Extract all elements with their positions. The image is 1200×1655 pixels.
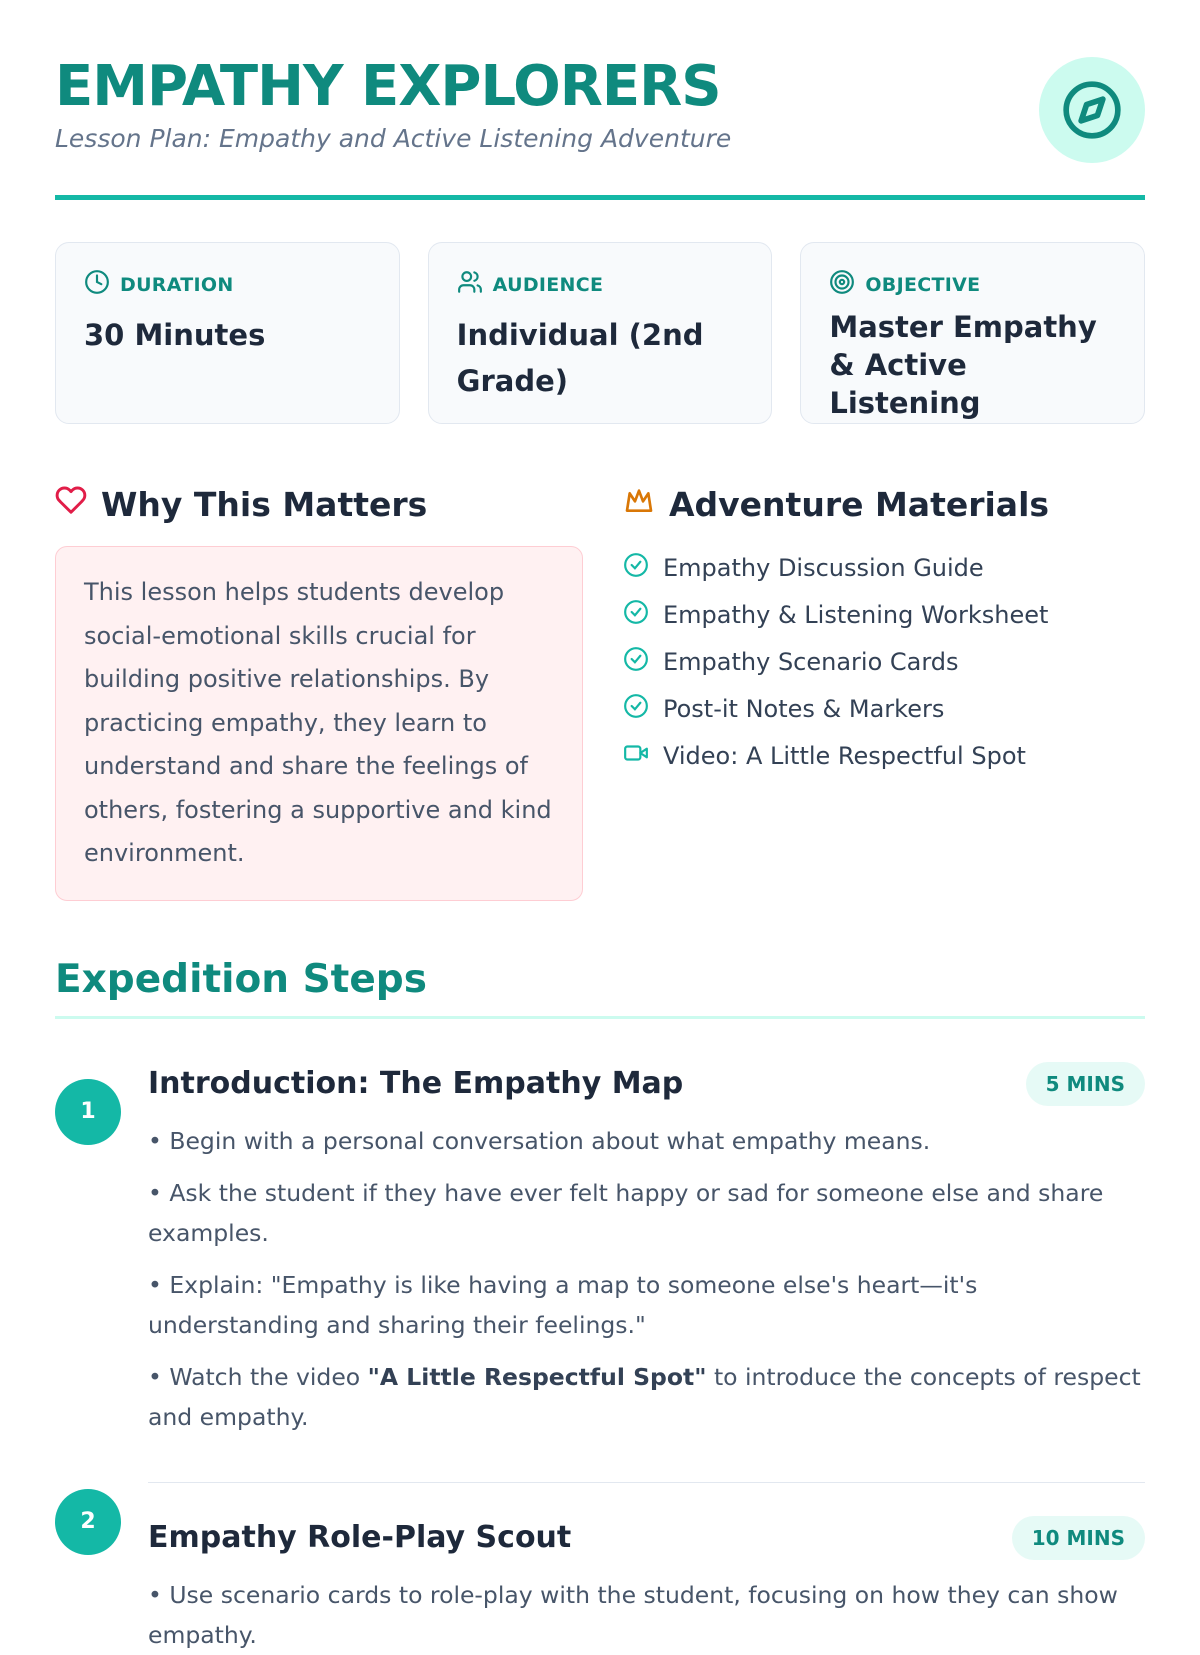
why-section [55, 484, 583, 901]
step-bullet: • Use scenario cards to role-play with the student, focusing on how they can show empathy. [148, 1580, 1118, 1649]
compass-icon [1039, 57, 1145, 163]
users-icon [457, 269, 483, 300]
audience-label: AUDIENCE [492, 273, 604, 296]
materials-heading [623, 484, 1145, 524]
materials-list [623, 544, 1145, 779]
material-label: Empathy & Listening Worksheet [663, 600, 1049, 629]
step-2 [55, 1482, 1145, 1655]
step-bullet: • Begin with a personal conversation about what empathy means. [148, 1126, 931, 1155]
step-body [148, 1482, 1145, 1655]
clock-icon [84, 269, 110, 300]
crown-icon [623, 484, 655, 524]
step-header [148, 1513, 1145, 1563]
check-circle-icon [623, 693, 649, 725]
list-item [623, 544, 1145, 591]
material-label: Empathy Discussion Guide [663, 553, 984, 582]
material-label: Post-it Notes & Markers [663, 694, 945, 723]
duration-badge: 5 MINS [1026, 1062, 1145, 1106]
material-label: Empathy Scenario Cards [663, 647, 959, 676]
video-title: "A Little Respectful Spot" [367, 1362, 707, 1391]
step-bullet-video [148, 1357, 1145, 1437]
expedition-heading: Expedition Steps [55, 957, 1145, 1019]
audience-card-header [457, 269, 744, 300]
step-1 [55, 1059, 1145, 1437]
check-circle-icon [623, 599, 649, 631]
step-number: 2 [55, 1489, 121, 1555]
heart-icon [55, 484, 87, 524]
target-icon [829, 269, 855, 300]
objective-value: Master Empathy & Active Listening [829, 310, 1097, 420]
step-body [148, 1059, 1145, 1437]
bullet-suffix: to introduce the concepts of respect and empathy. [148, 1362, 1141, 1431]
list-item [623, 638, 1145, 685]
check-circle-icon [623, 552, 649, 584]
why-heading-text: Why This Matters [101, 484, 428, 524]
duration-card-header [84, 269, 371, 300]
list-item [623, 685, 1145, 732]
check-circle-icon [623, 646, 649, 678]
objective-card-header [829, 269, 1116, 300]
list-item [623, 591, 1145, 638]
why-heading [55, 484, 583, 524]
video-icon [623, 740, 649, 772]
page-title: EMPATHY EXPLORERS [55, 54, 721, 119]
step-bullet: • Explain: "Empathy is like having a map to someone else's heart—it's understanding and sharing their feelings." [148, 1270, 978, 1339]
header [55, 0, 1145, 200]
list-item [623, 732, 1145, 779]
step-title: Empathy Role-Play Scout [148, 1520, 572, 1555]
overview-section [55, 484, 1145, 901]
step-title: Introduction: The Empathy Map [148, 1066, 684, 1101]
materials-section [623, 484, 1145, 901]
step-number: 1 [55, 1079, 121, 1145]
bullet-prefix: • Watch the video [148, 1362, 368, 1391]
duration-card [55, 242, 400, 424]
step-bullet: • Ask the student if they have ever felt happy or sad for someone else and share examples. [148, 1178, 1104, 1247]
material-label: Video: A Little Respectful Spot [663, 741, 1026, 770]
page-subtitle: Lesson Plan: Empathy and Active Listening Adventure [55, 124, 732, 153]
objective-label: OBJECTIVE [865, 273, 981, 296]
why-text: This lesson helps students develop social-emotional skills crucial for building positive relationships. By practicing empathy, they learn to understand and share the feelings of others, fostering a supportive and kind environment. [55, 546, 583, 901]
step-header [148, 1059, 1145, 1109]
duration-label: DURATION [120, 273, 234, 296]
audience-card [428, 242, 773, 424]
audience-value: Individual (2nd Grade) [456, 318, 704, 398]
materials-heading-text: Adventure Materials [669, 484, 1050, 524]
duration-badge: 10 MINS [1012, 1516, 1145, 1560]
objective-card [800, 242, 1145, 424]
duration-value: 30 Minutes [84, 318, 266, 352]
info-cards [55, 242, 1145, 424]
